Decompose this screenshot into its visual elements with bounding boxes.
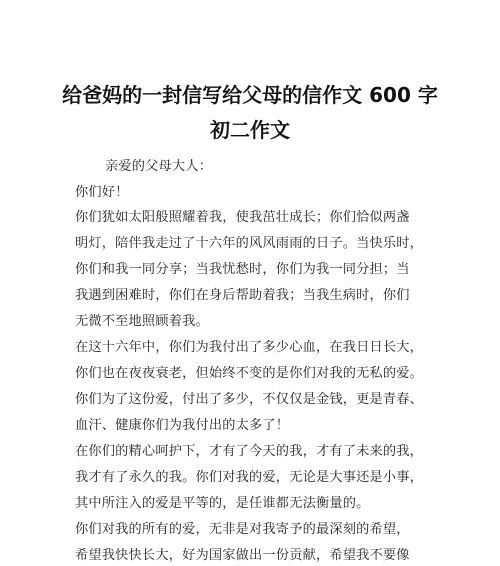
body-line: 你们为了这份爱，付出了多少，不仅仅是金钱，更是青春、 (75, 392, 424, 407)
greeting: 亲爱的父母大人： (105, 159, 213, 174)
body-line: 你们和我一同分享；当我忧愁时，你们为我一同分担；当 (75, 262, 410, 277)
body-line: 无微不至地照顾着我。 (75, 314, 209, 329)
document-title-line-2: 初二作文 (210, 118, 290, 142)
body-line: 你们犹如太阳般照耀着我，使我茁壮成长；你们恰似两盏 (75, 210, 410, 225)
body-line: 血汗、健康你们为我付出的太多了！ (75, 418, 290, 433)
document-title-line-1: 给爸妈的一封信写给父母的信作文 600 字 (62, 83, 438, 107)
body-line: 希望我快快长大，好为国家做出一份贡献，希望我不要像 (75, 548, 410, 563)
salutation: 你们好！ (75, 185, 129, 200)
body-line: 你们对我的所有的爱，无非是对我寄予的最深刻的希望， (75, 522, 410, 537)
body-line: 明灯，陪伴我走过了十六年的风风雨雨的日子。当快乐时， (75, 236, 424, 251)
body-line: 我才有了永久的我。你们对我的爱，无论是大事还是小事， (75, 470, 424, 485)
body-line: 在你们的精心呵护下，才有了今天的我，才有了未来的我， (75, 444, 424, 459)
body-line: 我遇到困难时，你们在身后帮助着我；当我生病时，你们 (75, 288, 410, 303)
body-line: 你们也在夜夜衰老，但始终不变的是你们对我的无私的爱。 (75, 366, 424, 381)
body-line: 其中所注入的爱是平等的，是任谁都无法衡量的。 (75, 496, 370, 511)
body-line: 在这十六年中，你们为我付出了多少心血，在我日日长大， (75, 340, 424, 355)
